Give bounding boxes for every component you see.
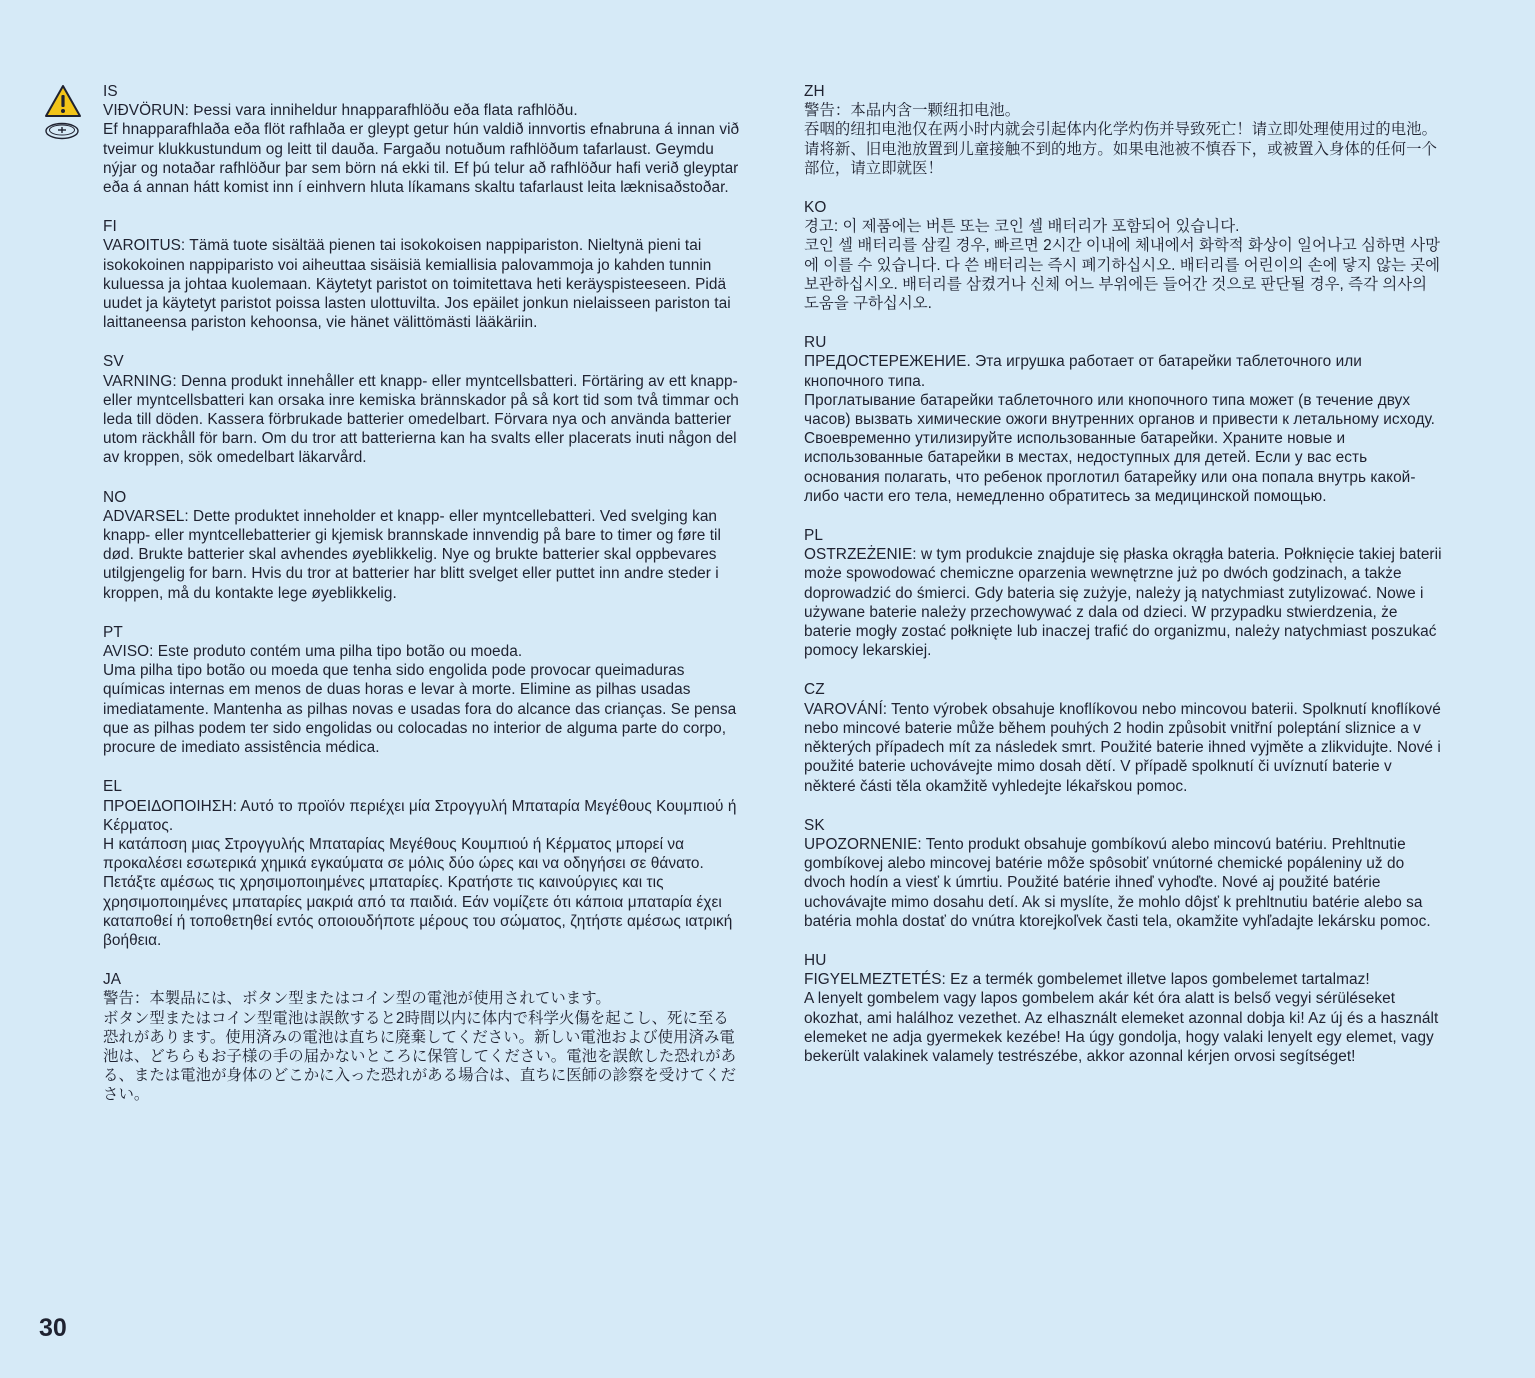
warning-text: ΠΡΟΕΙΔΟΠΟΙΗΣΗ: Αυτό το προϊόν περιέχει μία Στρογγυλή Μπαταρία Μεγέθους Κουμπιού ή Κέρματος. <box>103 797 737 834</box>
warning-text: UPOZORNENIE: Tento produkt obsahuje gombíkovú alebo mincovú batériu. Prehltnutie gombíkovej alebo mincovej batérie môže spôsobiť vnútorné chemické popáleniny už do dvoch hodín a viesť k úmrtiu. Použité batérie ihneď vyhoďte. Nové aj použité batérie uchovávajte mimo dosahu detí. Ak si myslíte, že mohlo dôjsť k prehltnutiu batérie alebo sa batéria mohla dostať do vnútra ktorejkoľvek časti tela, okamžite vyhľadajte lekársku pomoc. <box>804 835 1431 930</box>
warning-text: Проглатывание батарейки таблеточного или кнопочного типа может (в течение двух часов) вызвать химические ожоги внутренних органов и привести к летальному исходу. Своевременно утилизируйте использованные батарейки. Храните новые и использованные батарейки в местах, недоступных для детей. Если у вас есть основания полагать, что ребенок проглотил батарейку или она попала внутрь какой-либо части его тела, немедленно обратитесь за медицинской помощью. <box>804 391 1436 505</box>
warning-text: 코인 셀 배터리를 삼킬 경우, 빠르면 2시간 이내에 체내에서 화학적 화상이 일어나고 심하면 사망에 이를 수 있습니다. 다 쓴 배터리는 즉시 폐기하십시오. 배터리를 어린이의 손에 닿지 않는 곳에 보관하십시오. 배터리를 삼켰거나 신체 어느 부위에든 들어간 것으로 판단될 경우, 즉각 의사의 도움을 구하십시오. <box>804 237 1441 313</box>
warning-text: 警告：本製品には、ボタン型またはコイン型の電池が使用されています。 <box>103 990 611 1008</box>
left-column <box>103 82 743 1125</box>
language-code: KO <box>804 199 827 217</box>
warning-text: 警告：本品内含一颗纽扣电池。 <box>804 102 1021 120</box>
warning-icons <box>44 84 84 140</box>
warning-section-cz <box>804 680 1444 795</box>
warning-section-el <box>103 777 743 950</box>
warning-section-pl <box>804 526 1444 660</box>
language-code: IS <box>103 83 118 100</box>
warning-text: FIGYELMEZTETÉS: Ez a termék gombelemet illetve lapos gombelemet tartalmaz! <box>804 971 1370 989</box>
language-code: JA <box>103 971 122 989</box>
language-code: FI <box>103 218 117 236</box>
language-code: SV <box>103 353 124 371</box>
language-code: EL <box>103 778 123 796</box>
warning-text: OSTRZEŻENIE: w tym produkcie znajduje się płaska okrągła bateria. Połknięcie takiej baterii może spowodować chemiczne oparzenia wewnętrzne już po dwóch godzinach, a także doprowadzić do śmierci. Gdy bateria się zużyje, należy ją natychmiast zutylizować. Nowe i używane baterie należy przechowywać z dala od dzieci. W przypadku stwierdzenia, że baterie mogły zostać połknięte lub inaczej trafić do organizmu, należy natychmiast poszukać pomocy lekarskiej. <box>804 546 1442 660</box>
warning-text: Uma pilha tipo botão ou moeda que tenha sido engolida pode provocar queimaduras químicas internas em menos de duas horas e levar à morte. Elimine as pilhas usadas imediatamente. Mantenha as pilhas novas e usadas fora do alcance das crianças. Se pensa que as pilhas podem ter sido engolidas ou colocadas no interior de alguma parte do corpo, procure de imediato assistência médica. <box>103 662 737 757</box>
warning-text: 경고: 이 제품에는 버튼 또는 코인 셀 배터리가 포함되어 있습니다. <box>804 218 1240 236</box>
warning-text: VAROITUS: Tämä tuote sisältää pienen tai isokokoisen nappipariston. Nieltynä pieni tai isokokoinen nappiparisto voi aiheuttaa sisäisiä kemiallisia palovammoja jo kahden tunnin kuluessa ja johtaa kuolemaan. Käytetyt paristot on toimitettava heti keräyspisteeseen. Pidä uudet ja käytetyt paristot poissa lasten ulottuvilta. Jos epäilet jonkun nielaisseen pariston tai laittaneensa pariston kehoonsa, vie hänet välittömästi lääkäriin. <box>103 237 731 332</box>
warning-text: VARNING: Denna produkt innehåller ett knapp- eller myntcellsbatteri. Förtäring av ett knapp- eller myntcellsbatteri kan orsaka inre kemiska brännskador på så kort tid som två timmar och leda till döden. Kassera förbrukade batterier omedelbart. Förvara nya och använda batterier utom räckhåll för barn. Om du tror att batterierna kan ha svalts eller placerats inuti någon del av kroppen, sök omedelbart läkarvård. <box>103 372 739 467</box>
language-code: RU <box>804 334 827 352</box>
warning-text: Η κατάποση μιας Στρογγυλής Μπαταρίας Μεγέθους Κουμπιού ή Κέρματος μπορεί να προκαλέσει εσωτερικά χημικά εγκαύματα σε μόλις δύο ώρες και να οδηγήσει σε θάνατο. Πετάξτε αμέσως τις χρησιμοποιημένες μπαταρίες. Κρατήστε τις καινούργιες και τις χρησιμοποιημένες μπαταρίες μακριά από τα παιδιά. Εάν νομίζετε ότι κάποια μπαταρία έχει καταποθεί ή τοποθετηθεί εντός οποιουδήποτε μέρους του σώματος, ζητήστε αμέσως ιατρική βοήθεια. <box>103 835 733 949</box>
warning-text: ボタン型またはコイン型電池は誤飲すると2時間以内に体内で科学火傷を起こし、死に至る恐れがあります。使用済みの電池は直ちに廃棄してください。新しい電池および使用済み電池は、どちらもお子様の手の届かないところに保管してください。電池を誤飲した恐れがある、または電池が身体のどこかに入った恐れがある場合は、直ちに医師の診察を受けてください。 <box>103 1009 737 1104</box>
warning-section-fi <box>103 217 743 332</box>
page-number: 30 <box>39 1314 67 1342</box>
warning-section-pt <box>103 623 743 757</box>
warning-section-is <box>103 82 743 197</box>
warning-text: Ef hnapparafhlaða eða flöt rafhlaða er gleypt getur hún valdið innvortis efnabruna á innan við tveimur klukkustundum og leitt til dauða. Fargaðu notuðum rafhlöðum tafarlaust. Geymdu nýjar og notaðar rafhlöður þar sem börn ná ekki til. Ef þú telur að rafhlöður hafi verið gleyptar eða á annan hátt komist inn í einhvern hluta líkamans skaltu tafarlaust leita læknisaðstoðar. <box>103 121 740 197</box>
coin-battery-icon <box>44 122 80 140</box>
warning-section-zh <box>804 82 1444 178</box>
language-code: SK <box>804 816 825 834</box>
language-code: ZH <box>804 83 825 100</box>
warning-text: 吞咽的纽扣电池仅在两小时内就会引起体内化学灼伤并导致死亡！请立即处理使用过的电池。请将新、旧电池放置到儿童接触不到的地方。如果电池被不慎吞下，或被置入身体的任何一个部位，请立即就医！ <box>804 121 1438 177</box>
warning-section-hu <box>804 951 1444 1066</box>
language-code: CZ <box>804 681 825 699</box>
warning-section-no <box>103 488 743 603</box>
warning-section-ru <box>804 333 1444 506</box>
language-code: HU <box>804 951 827 969</box>
warning-text: ADVARSEL: Dette produktet inneholder et knapp- eller myntcellebatteri. Ved svelging kan knapp- eller myntcellebatterier gi kjemisk brannskade innvendig på bare to timer og føre til død. Brukte batterier skal avhendes øyeblikkelig. Nye og brukte batterier skal oppbevares utilgjengelig for barn. Hvis du tror at batterier har blitt svelget eller puttet inn andre steder i kroppen, må du kontakte lege øyeblikkelig. <box>103 507 721 602</box>
warning-section-ja <box>103 970 743 1104</box>
warning-text: AVISO: Este produto contém uma pilha tipo botão ou moeda. <box>103 643 523 661</box>
warning-text: ПРЕДОСТЕРЕЖЕНИЕ. Эта игрушка работает от батарейки таблеточного или кнопочного типа. <box>804 353 1362 390</box>
warning-text: VIÐVÖRUN: Þessi vara inniheldur hnapparafhlöðu eða flata rafhlöðu. <box>103 102 578 120</box>
language-code: NO <box>103 488 127 506</box>
warning-text: VAROVÁNÍ: Tento výrobek obsahuje knoflíkovou nebo mincovou baterii. Spolknutí knoflíkové nebo mincové baterie může během pouhých 2 hodin způsobit vnitřní poleptání sliznice a v některých případech mít za následek smrt. Použité baterie ihned vyjměte a zlikvidujte. Nové i použité baterie uchovávejte mimo dosah dětí. V případě spolknutí či uvíznutí baterie v některé části těla okamžitě vyhledejte lékařskou pomoc. <box>804 700 1441 795</box>
warning-triangle-icon <box>44 84 82 118</box>
language-code: PL <box>804 527 824 545</box>
language-code: PT <box>103 623 123 641</box>
right-column <box>804 82 1444 1086</box>
warning-section-sv <box>103 352 743 467</box>
warning-section-ko <box>804 198 1444 313</box>
warning-section-sk <box>804 816 1444 931</box>
warning-text: A lenyelt gombelem vagy lapos gombelem akár két óra alatt is belső vegyi sérüléseket okozhat, ami halálhoz vezethet. Az elhasznált elemeket azonnal dobja ki! Az új és a használt elemeket ne adja gyermekek kezébe! Ha úgy gondolja, hogy valaki lenyelt egy elemet, vagy bekerült valakinek valamely testrészébe, akkor azonnal kérjen orvosi segítséget! <box>804 990 1439 1065</box>
